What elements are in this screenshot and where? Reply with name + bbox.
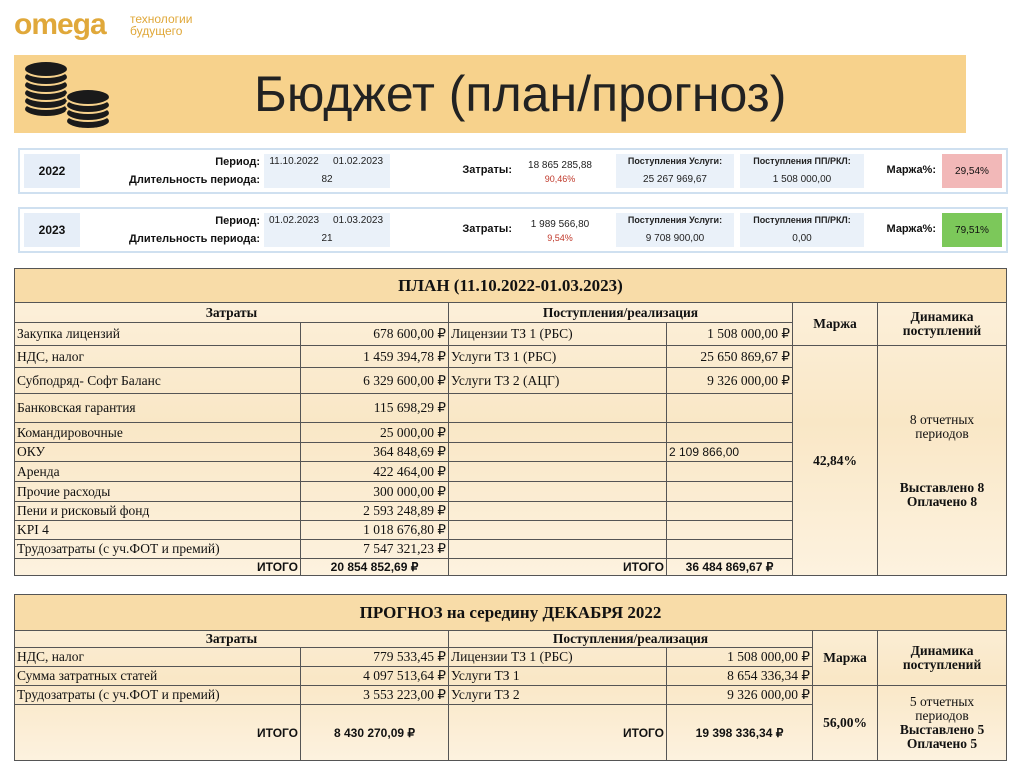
plan-title: ПЛАН (11.10.2022-01.03.2023) bbox=[15, 269, 1007, 303]
table-row-income: Лицензии ТЗ 1 (РБС) bbox=[449, 323, 667, 346]
table-row-income bbox=[449, 482, 667, 502]
forecast-header-income: Поступления/реализация bbox=[449, 631, 813, 648]
summary-panel-2022 bbox=[18, 148, 1008, 194]
logo-tagline: технологии будущего bbox=[130, 12, 193, 38]
table-row-amount: 3 553 223,00 ₽ bbox=[301, 686, 449, 705]
table-row-amount: 678 600,00 ₽ bbox=[301, 323, 449, 346]
forecast-dyn-periods: 5 отчетных периодов bbox=[909, 694, 975, 723]
table-row-income: Услуги ТЗ 1 bbox=[449, 667, 667, 686]
table-row-income-amount: 1 508 000,00 ₽ bbox=[667, 323, 793, 346]
pp-value: 1 508 000,00 bbox=[772, 174, 832, 185]
duration-value: 82 bbox=[321, 174, 333, 185]
table-row-income-amount: 9 326 000,00 ₽ bbox=[667, 368, 793, 394]
pp-label: Поступления ПП/РКЛ: bbox=[753, 156, 851, 166]
forecast-total-income-label: ИТОГО bbox=[449, 705, 667, 761]
margin-value: 79,51% bbox=[942, 213, 1002, 247]
period-to: 01.03.2023 bbox=[332, 215, 384, 226]
summary-year: 2022 bbox=[24, 154, 80, 188]
table-row-income-amount bbox=[667, 482, 793, 502]
table-row-income-amount bbox=[667, 394, 793, 423]
table-row-amount: 7 547 321,23 ₽ bbox=[301, 540, 449, 559]
plan-table bbox=[14, 268, 1007, 576]
plan-header-costs: Затраты bbox=[15, 303, 449, 323]
plan-total-label: ИТОГО bbox=[15, 559, 301, 576]
forecast-total-label: ИТОГО bbox=[15, 705, 301, 761]
services-label: Поступления Услуги: bbox=[627, 156, 723, 166]
table-row-income bbox=[449, 521, 667, 540]
forecast-header-margin: Маржа bbox=[813, 631, 878, 686]
plan-dynamics-cell bbox=[878, 346, 1007, 576]
summary-year: 2023 bbox=[24, 213, 80, 247]
costs-value: 18 865 285,88 bbox=[528, 160, 592, 171]
period-label: Период: bbox=[215, 215, 260, 227]
margin-value: 29,54% bbox=[942, 154, 1002, 188]
costs-label: Затраты: bbox=[462, 164, 512, 176]
forecast-title: ПРОГНОЗ на середину ДЕКАБРЯ 2022 bbox=[15, 595, 1007, 631]
table-row-item: KPI 4 bbox=[15, 521, 301, 540]
logo-word: omega bbox=[14, 8, 106, 41]
table-row-income-amount: 25 650 869,67 ₽ bbox=[667, 346, 793, 368]
costs-pct: 9,54% bbox=[547, 233, 573, 243]
coins-icon bbox=[16, 57, 116, 131]
table-row-item: Субподряд- Софт Баланс bbox=[15, 368, 301, 394]
forecast-header-costs: Затраты bbox=[15, 631, 449, 648]
table-row-amount: 364 848,69 ₽ bbox=[301, 443, 449, 462]
table-row-income-amount bbox=[667, 540, 793, 559]
services-value: 9 708 900,00 bbox=[645, 233, 705, 244]
period-from: 01.02.2023 bbox=[268, 215, 320, 226]
duration-label: Длительность периода: bbox=[129, 174, 260, 186]
costs-label: Затраты: bbox=[462, 223, 512, 235]
services-value: 25 267 969,67 bbox=[643, 174, 707, 185]
table-row-amount: 6 329 600,00 ₽ bbox=[301, 368, 449, 394]
table-row-amount: 1 018 676,80 ₽ bbox=[301, 521, 449, 540]
forecast-header-dynamics: Динамика поступлений bbox=[878, 631, 1007, 686]
summary-panel-2023 bbox=[18, 207, 1008, 253]
table-row-income-amount bbox=[667, 462, 793, 482]
table-row-income bbox=[449, 462, 667, 482]
pp-value: 0,00 bbox=[792, 233, 812, 244]
costs-value: 1 989 566,80 bbox=[530, 219, 590, 230]
plan-margin-value: 42,84% bbox=[793, 346, 878, 576]
margin-label: Маржа%: bbox=[886, 164, 936, 176]
table-row-income: Услуги ТЗ 2 (АЦГ) bbox=[449, 368, 667, 394]
table-row-item: Сумма затратных статей bbox=[15, 667, 301, 686]
table-row-amount: 422 464,00 ₽ bbox=[301, 462, 449, 482]
margin-label: Маржа%: bbox=[886, 223, 936, 235]
period-from: 11.10.2022 bbox=[269, 156, 319, 167]
table-row-income bbox=[449, 502, 667, 521]
forecast-table bbox=[14, 594, 1007, 761]
plan-dyn-periods: 8 отчетных периодов bbox=[909, 411, 975, 441]
table-row-amount: 115 698,29 ₽ bbox=[301, 394, 449, 423]
forecast-total-income: 19 398 336,34 ₽ bbox=[667, 705, 813, 761]
period-label: Период: bbox=[215, 156, 260, 168]
forecast-total-costs: 8 430 270,09 ₽ bbox=[301, 705, 449, 761]
table-row-amount: 300 000,00 ₽ bbox=[301, 482, 449, 502]
table-row-item: Закупка лицензий bbox=[15, 323, 301, 346]
pp-label: Поступления ПП/РКЛ: bbox=[753, 215, 851, 225]
forecast-dyn-issued: Выставлено 5 bbox=[899, 722, 985, 737]
table-row-income-amount: 8 654 336,34 ₽ bbox=[667, 667, 813, 686]
table-row-income-amount: 9 326 000,00 ₽ bbox=[667, 686, 813, 705]
table-row-income bbox=[449, 443, 667, 462]
period-to: 01.02.2023 bbox=[332, 156, 384, 167]
table-row-item: НДС, налог bbox=[15, 346, 301, 368]
table-row-amount: 25 000,00 ₽ bbox=[301, 423, 449, 443]
table-row-amount: 1 459 394,78 ₽ bbox=[301, 346, 449, 368]
forecast-margin-value: 56,00% bbox=[813, 686, 878, 761]
table-row-item: Трудозатраты (с уч.ФОТ и премий) bbox=[15, 540, 301, 559]
title-banner bbox=[14, 55, 966, 133]
plan-total-income: 36 484 869,67 ₽ bbox=[667, 559, 793, 576]
duration-value: 21 bbox=[321, 233, 333, 244]
services-label: Поступления Услуги: bbox=[627, 215, 723, 225]
table-row-income: Услуги ТЗ 2 bbox=[449, 686, 667, 705]
table-row-item: НДС, налог bbox=[15, 648, 301, 667]
plan-total-income-label: ИТОГО bbox=[449, 559, 667, 576]
table-row-income bbox=[449, 394, 667, 423]
plan-header-income: Поступления/реализация bbox=[449, 303, 793, 323]
table-row-income bbox=[449, 540, 667, 559]
plan-header-margin: Маржа bbox=[793, 303, 878, 346]
table-row-income-amount bbox=[667, 423, 793, 443]
table-row-income: Услуги ТЗ 1 (РБС) bbox=[449, 346, 667, 368]
table-row-amount: 779 533,45 ₽ bbox=[301, 648, 449, 667]
duration-label: Длительность периода: bbox=[129, 233, 260, 245]
table-row-item: Трудозатраты (с уч.ФОТ и премий) bbox=[15, 686, 301, 705]
plan-header-dynamics: Динамика поступлений bbox=[878, 303, 1007, 346]
plan-dyn-paid: Оплачено 8 bbox=[906, 493, 978, 509]
table-row-income-amount bbox=[667, 521, 793, 540]
plan-total-costs: 20 854 852,69 ₽ bbox=[301, 559, 449, 576]
table-row-income-amount: 1 508 000,00 ₽ bbox=[667, 648, 813, 667]
table-row-income bbox=[449, 423, 667, 443]
table-row-income-amount: 2 109 866,00 bbox=[667, 443, 793, 462]
table-row-item: Пени и рисковый фонд bbox=[15, 502, 301, 521]
plan-dyn-issued: Выставлено 8 bbox=[899, 479, 985, 495]
table-row-item: Прочие расходы bbox=[15, 482, 301, 502]
table-row-amount: 2 593 248,89 ₽ bbox=[301, 502, 449, 521]
forecast-dyn-paid: Оплачено 5 bbox=[906, 736, 978, 751]
forecast-dynamics-cell bbox=[878, 686, 1007, 761]
table-row-item: Командировочные bbox=[15, 423, 301, 443]
page-title: Бюджет (план/прогноз) bbox=[254, 66, 787, 122]
table-row-amount: 4 097 513,64 ₽ bbox=[301, 667, 449, 686]
table-row-item: ОКУ bbox=[15, 443, 301, 462]
table-row-income-amount bbox=[667, 502, 793, 521]
table-row-income: Лицензии ТЗ 1 (РБС) bbox=[449, 648, 667, 667]
costs-pct: 90,46% bbox=[544, 174, 576, 184]
table-row-item: Аренда bbox=[15, 462, 301, 482]
table-row-item: Банковская гарантия bbox=[15, 394, 301, 423]
